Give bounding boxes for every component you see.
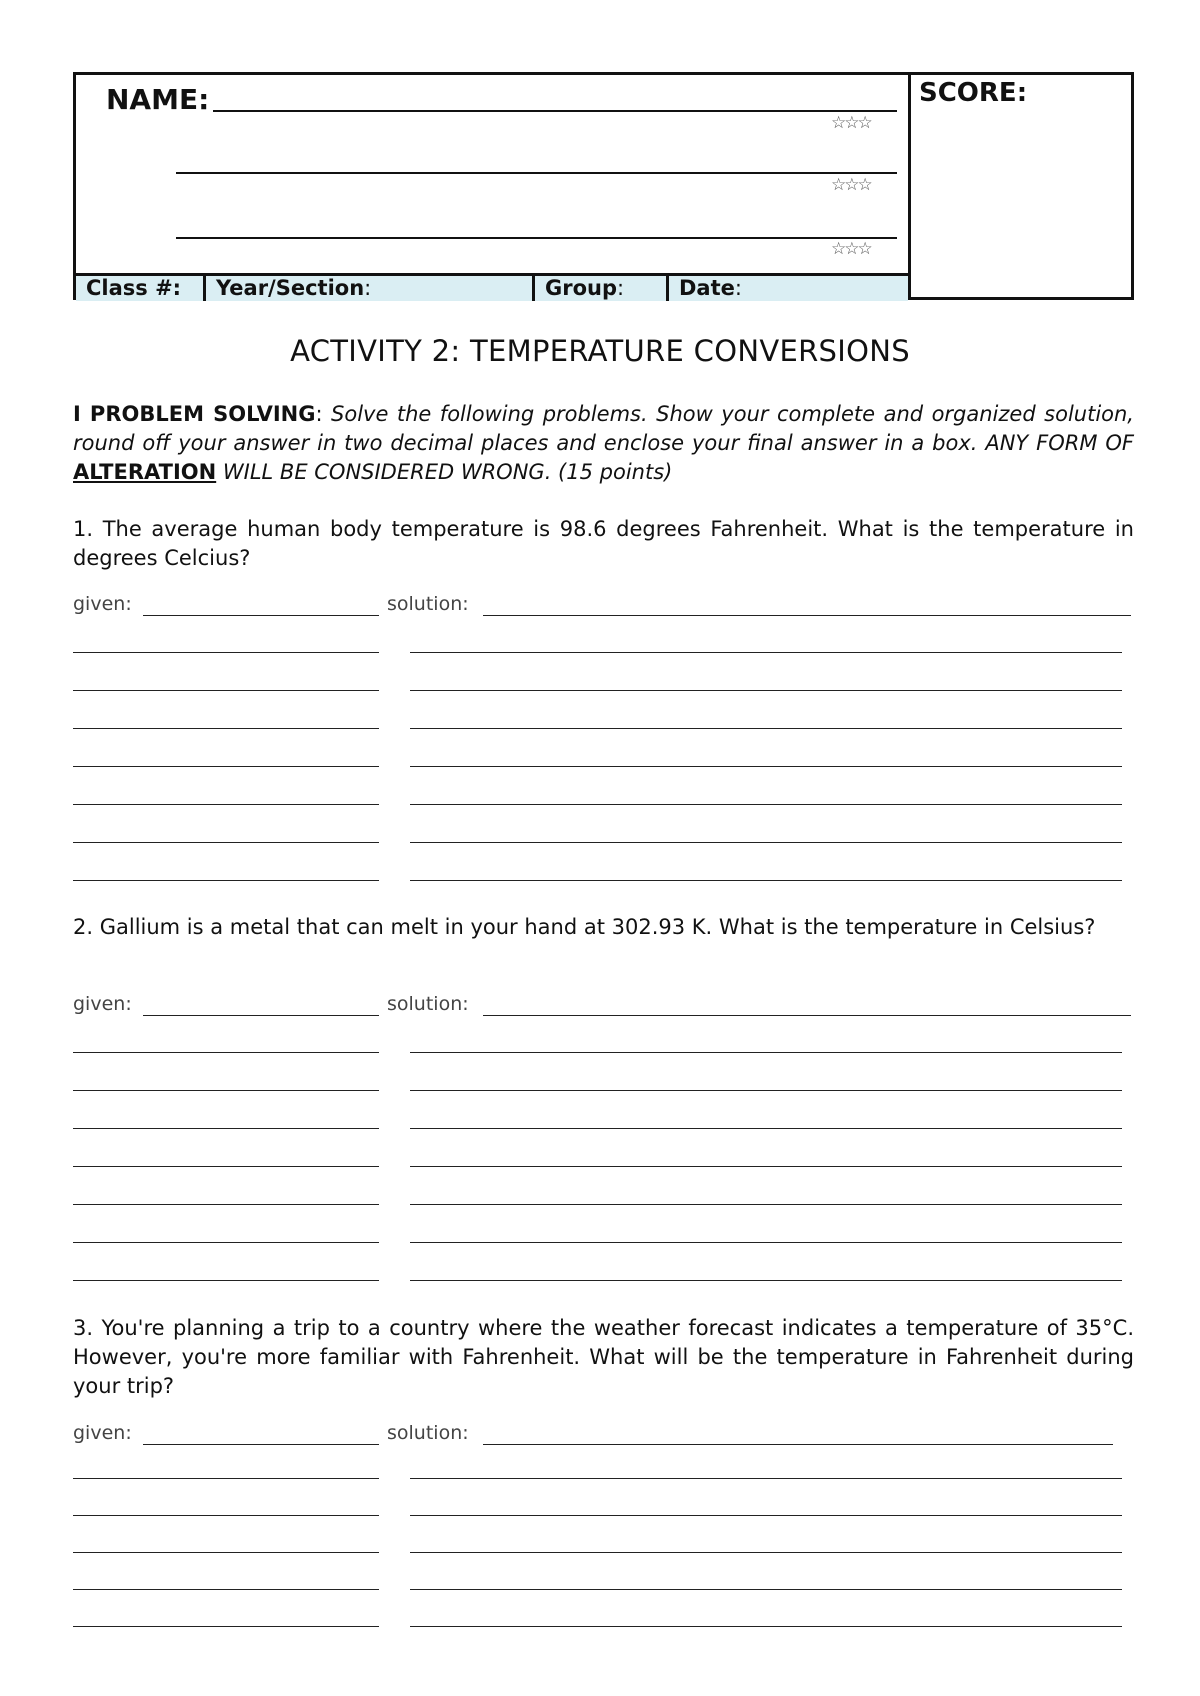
instructions-text: Solve the following problems. Show your complete and organized solution, round off your answer in two decimal places and enclose your final answer in a box. ANY FORM OF bbox=[73, 402, 1134, 455]
solution-answer-line[interactable] bbox=[410, 880, 1122, 881]
solution-answer-line[interactable] bbox=[410, 842, 1122, 843]
name-line-2[interactable] bbox=[176, 172, 897, 174]
solution-answer-line[interactable] bbox=[410, 1626, 1122, 1627]
given-answer-line[interactable] bbox=[73, 842, 379, 843]
date-label: Date bbox=[679, 276, 735, 300]
given-answer-line[interactable] bbox=[73, 1515, 379, 1516]
solution-answer-line[interactable] bbox=[410, 1589, 1122, 1590]
date-field[interactable]: Date: bbox=[679, 276, 742, 300]
solution-answer-line[interactable] bbox=[410, 652, 1122, 653]
given-answer-line[interactable] bbox=[73, 1204, 379, 1205]
instructions-part: I PROBLEM SOLVING bbox=[73, 402, 316, 426]
solution-answer-line[interactable] bbox=[410, 804, 1122, 805]
solution-answer-line[interactable] bbox=[410, 690, 1122, 691]
name-label: NAME: bbox=[106, 83, 210, 116]
solution-label: solution: bbox=[387, 993, 469, 1015]
question-1: 1. The average human body temperature is 98.6 degrees Fahrenheit. What is the temperature in degrees Celcius? bbox=[73, 517, 1134, 570]
star-rating-icon: ☆☆☆ bbox=[831, 113, 871, 133]
class-number-field[interactable] bbox=[76, 276, 206, 301]
year-section-label: Year/Section bbox=[216, 276, 365, 300]
solution-answer-line[interactable] bbox=[410, 1052, 1122, 1053]
given-answer-line[interactable] bbox=[73, 728, 379, 729]
question-2: 2. Gallium is a metal that can melt in your hand at 302.93 K. What is the temperature in Celsius? bbox=[73, 915, 1096, 939]
star-rating-icon: ☆☆☆ bbox=[831, 175, 871, 195]
solution-label: solution: bbox=[387, 593, 469, 615]
instructions: I PROBLEM SOLVING: Solve the following problems. Show your complete and organized solution, round off your answer in two decimal places and enclose your final answer in a box. ANY FORM OF ALTERATION WILL BE CONSIDERED WRONG. (15 points) bbox=[73, 402, 1134, 484]
question-3: 3. You're planning a trip to a country where the weather forecast indicates a temperature of 35°C. However, you're more familiar with Fahrenheit. What will be the temperature in Fahrenheit during your trip? bbox=[73, 1316, 1134, 1398]
instructions-emphasis: ALTERATION bbox=[73, 460, 217, 484]
given-answer-line[interactable] bbox=[73, 1242, 379, 1243]
name-line-1[interactable] bbox=[213, 110, 897, 112]
given-answer-line[interactable] bbox=[73, 880, 379, 881]
student-info-box bbox=[73, 72, 1134, 300]
solution-answer-line[interactable] bbox=[410, 1090, 1122, 1091]
given-answer-line[interactable] bbox=[73, 652, 379, 653]
solution-answer-line[interactable] bbox=[410, 1166, 1122, 1167]
solution-answer-line[interactable] bbox=[410, 1242, 1122, 1243]
solution-answer-line[interactable] bbox=[410, 1478, 1122, 1479]
star-rating-icon: ☆☆☆ bbox=[831, 239, 871, 259]
given-answer-line[interactable] bbox=[73, 1589, 379, 1590]
solution-answer-line[interactable] bbox=[410, 1204, 1122, 1205]
given-answer-line[interactable] bbox=[73, 1478, 379, 1479]
solution-answer-line[interactable] bbox=[410, 766, 1122, 767]
solution-answer-line[interactable] bbox=[410, 1280, 1122, 1281]
given-label: given: bbox=[73, 993, 132, 1015]
solution-answer-line[interactable] bbox=[410, 1128, 1122, 1129]
year-section-field[interactable]: Year/Section: bbox=[206, 276, 535, 301]
given-answer-line[interactable] bbox=[73, 1552, 379, 1553]
given-answer-line[interactable] bbox=[73, 1052, 379, 1053]
given-input[interactable] bbox=[143, 1444, 379, 1445]
class-info-row bbox=[76, 273, 908, 301]
solution-answer-line[interactable] bbox=[410, 1552, 1122, 1553]
group-label: Group bbox=[545, 276, 618, 300]
class-number-label: Class #: bbox=[86, 276, 182, 300]
group-field[interactable]: Group: bbox=[535, 276, 669, 301]
given-answer-line[interactable] bbox=[73, 690, 379, 691]
solution-label: solution: bbox=[387, 1422, 469, 1444]
given-answer-line[interactable] bbox=[73, 766, 379, 767]
activity-title: ACTIVITY 2: TEMPERATURE CONVERSIONS bbox=[290, 334, 910, 368]
solution-input[interactable] bbox=[483, 615, 1131, 616]
given-input[interactable] bbox=[143, 1015, 379, 1016]
given-answer-line[interactable] bbox=[73, 1166, 379, 1167]
solution-input[interactable] bbox=[483, 1444, 1113, 1445]
given-answer-line[interactable] bbox=[73, 1280, 379, 1281]
name-line-3[interactable] bbox=[176, 237, 897, 239]
score-label: SCORE: bbox=[919, 78, 1028, 108]
solution-input[interactable] bbox=[483, 1015, 1131, 1016]
given-input[interactable] bbox=[143, 615, 379, 616]
score-box[interactable] bbox=[908, 72, 1137, 300]
given-answer-line[interactable] bbox=[73, 804, 379, 805]
given-answer-line[interactable] bbox=[73, 1090, 379, 1091]
given-label: given: bbox=[73, 1422, 132, 1444]
given-answer-line[interactable] bbox=[73, 1128, 379, 1129]
given-label: given: bbox=[73, 593, 132, 615]
solution-answer-line[interactable] bbox=[410, 1515, 1122, 1516]
given-answer-line[interactable] bbox=[73, 1626, 379, 1627]
instructions-text-end: WILL BE CONSIDERED WRONG. (15 points) bbox=[222, 460, 673, 484]
solution-answer-line[interactable] bbox=[410, 728, 1122, 729]
